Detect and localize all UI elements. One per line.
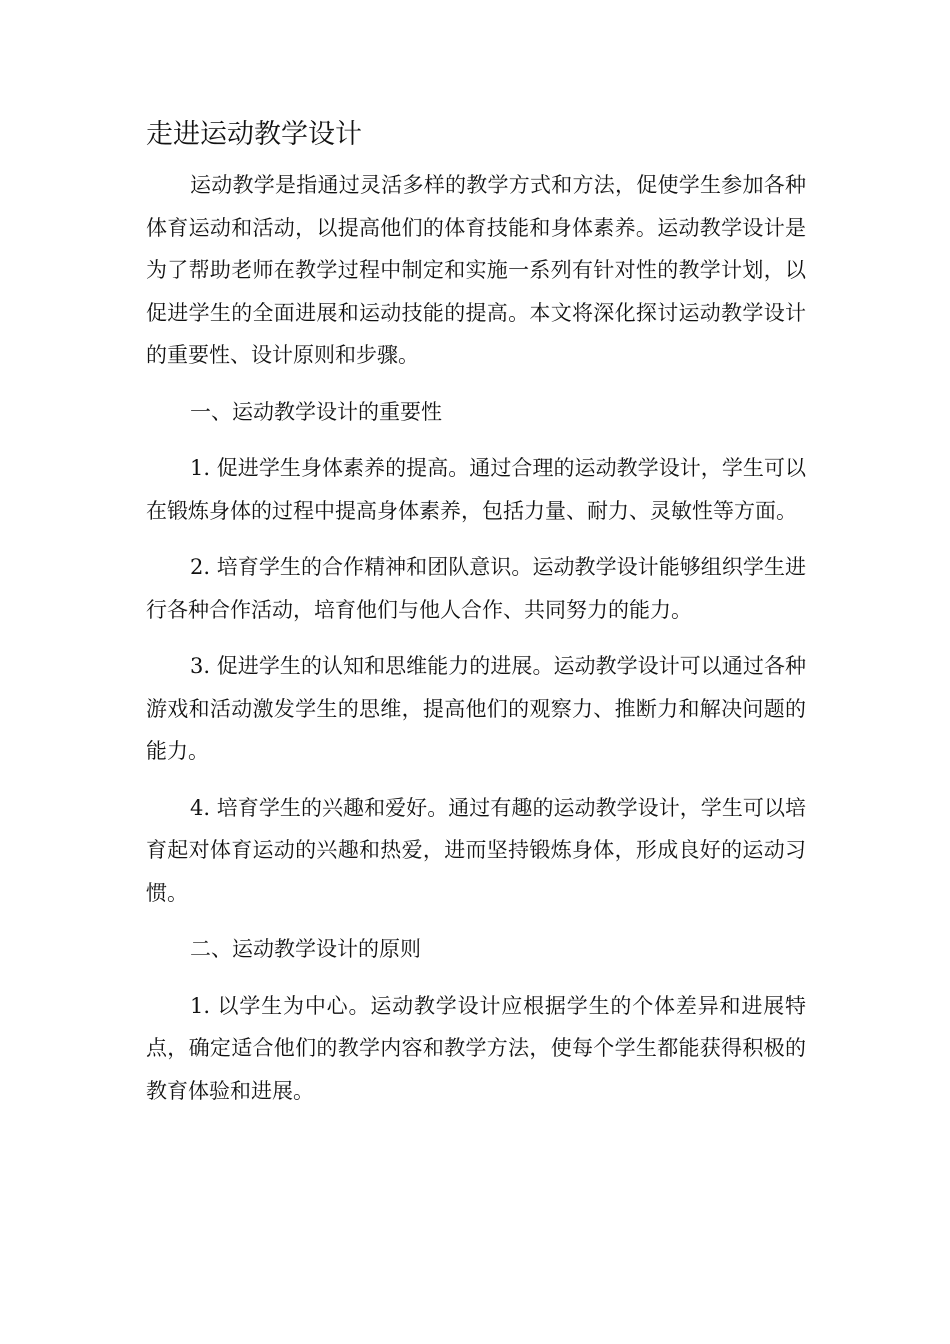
section-heading-principles: 二、运动教学设计的原则 (190, 937, 421, 961)
importance-item-2: 2. 培育学生的合作精神和团队意识。运动教学设计能够组织学生进行各种合作活动，培育他们与他人合作、共同努力的能力。 (146, 555, 806, 622)
importance-item-3: 3. 促进学生的认知和思维能力的进展。运动教学设计可以通过各种游戏和活动激发学生的思维，提高他们的观察力、推断力和解决问题的能力。 (146, 654, 806, 763)
importance-item-1: 1. 促进学生身体素养的提高。通过合理的运动教学设计，学生可以在锻炼身体的过程中提高身体素养，包括力量、耐力、灵敏性等方面。 (146, 456, 806, 523)
intro-paragraph: 运动教学是指通过灵活多样的教学方式和方法，促使学生参加各种体育运动和活动，以提高他们的体育技能和身体素养。运动教学设计是为了帮助老师在教学过程中制定和实施一系列有针对性的教学计划，以促进学生的全面进展和运动技能的提高。本文将深化探讨运动教学设计的重要性、设计原则和步骤。 (146, 173, 806, 367)
document-body (146, 164, 806, 1126)
section-heading-importance: 一、运动教学设计的重要性 (190, 399, 442, 424)
document-title: 走进运动教学设计 (146, 119, 362, 150)
importance-item-4: 4. 培育学生的兴趣和爱好。通过有趣的运动教学设计，学生可以培育起对体育运动的兴趣和热爱，进而坚持锻炼身体，形成良好的运动习惯。 (146, 795, 806, 905)
principle-item-1: 1. 以学生为中心。运动教学设计应根据学生的个体差异和进展特点，确定适合他们的教学内容和教学方法，使每个学生都能获得积极的教育体验和进展。 (146, 993, 806, 1103)
